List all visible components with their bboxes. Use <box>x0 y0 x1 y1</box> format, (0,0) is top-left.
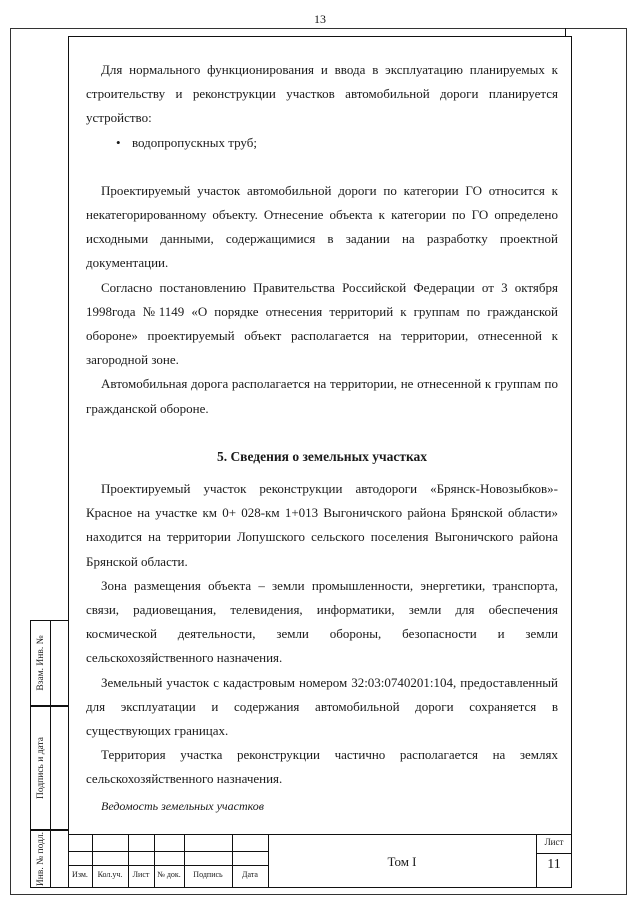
bullet-text: водопропускных труб; <box>132 134 257 150</box>
stamp-podpis-label: Подпись и дата <box>35 736 46 800</box>
paragraph-6: Зона размещения объекта – земли промышленности, энергетики, транспорта, связи, радиовещания, телевидения, информатики, земли для обеспечения космической деятельности, земли обороны, безопасности и земли сельскохозяйственного назначения. <box>86 577 558 666</box>
frame-corner-tick <box>565 28 573 36</box>
bullet-icon: • <box>116 134 121 150</box>
sheet-number: 11 <box>547 857 561 872</box>
stamp-inv-podl <box>30 830 68 888</box>
tb-header-list: Лист <box>132 870 150 879</box>
page-number: 13 <box>314 12 326 26</box>
tb-header-data: Дата <box>242 870 258 879</box>
paragraph-2: Проектируемый участок автомобильной дороги по категории ГО относится к некатегорированному объекту. Отнесение объекта к категории по ГО определено исходными данными, содержащимися в задании на разработку проектной документации. <box>86 182 558 271</box>
volume-title: Том I <box>387 853 417 869</box>
land-plots-label: Ведомость земельных участков <box>101 798 264 813</box>
paragraph-3: Согласно постановлению Правительства Российской Федерации от 3 октября 1998года №1149 «О порядке отнесения территорий к группам по гражданской обороне» проектируемый объект располагается на территории, отнесенной к загородной зоне. <box>86 279 558 368</box>
bullet-item <box>116 131 558 155</box>
tb-header-kolvo: Кол.уч. <box>97 870 123 879</box>
tb-header-ndok: № док. <box>157 870 181 879</box>
stamp-inv-label: Инв. № подл. <box>35 831 46 887</box>
section-heading: 5. Сведения о земельных участках <box>216 448 428 464</box>
stamp-podpis-data <box>30 706 68 830</box>
tb-header-podpis: Подпись <box>193 870 223 879</box>
sheet-label: Лист <box>544 837 564 847</box>
paragraph-5: Проектируемый участок реконструкции автодороги «Брянск-Новозыбков»-Красное на участке км 0+ 028-км 1+013 Выгоничского района Брянской области» находится на территории Лопушского сельского поселения Выгоничского района Брянской области. <box>86 481 558 569</box>
document-body <box>86 58 558 818</box>
stamp-vzam-inv <box>30 620 68 706</box>
stamp-vzam-label: Взам. Инв. № <box>35 635 46 691</box>
tb-header-izm: Изм. <box>72 870 88 879</box>
paragraph-8: Территория участка реконструкции частично располагается на землях сельскохозяйственного назначения. <box>86 747 558 787</box>
title-block <box>68 834 572 888</box>
paragraph-7: Земельный участок с кадастровым номером 32:03:0740201:104, предоставленный для эксплуатации и содержания автомобильной дороги сохраняется в существующих границах. <box>86 674 558 739</box>
paragraph-1: Для нормального функционирования и ввода в эксплуатацию планируемых к строительству и реконструкции участков автомобильной дороги планируется устройство: <box>86 62 558 126</box>
paragraph-4: Автомобильная дорога располагается на территории, не отнесенной к группам по гражданской обороне. <box>86 376 558 416</box>
